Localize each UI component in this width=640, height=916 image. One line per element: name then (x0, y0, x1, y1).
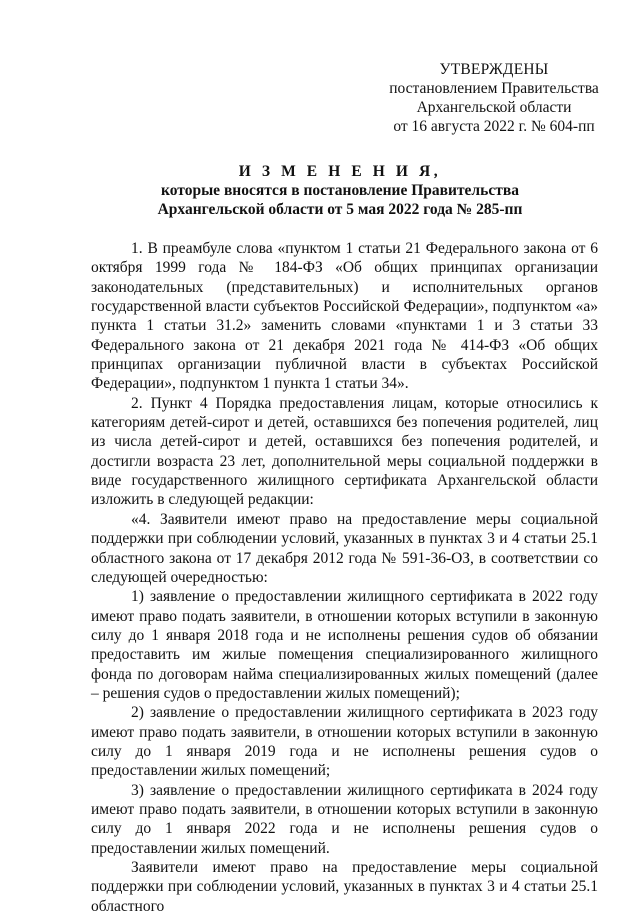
paragraph-preamble: 1. В преамбуле слова «пунктом 1 статьи 21 Федерального закона от 6 октября 1999 года № 184-ФЗ «Об общих принципах организации законодательных (представительных) и исполнительных органов государственной власти субъектов Российской Федерации», подпунктом «а» пункта 1 статьи 31.2» заменить словами «пунктами 1 и 3 статьи 33 Федерального закона от 21 декабря 2021 года № 414-ФЗ «Об общих принципах организации публичной власти в субъектах Российской Федерации», подпунктом 1 пункта 1 статьи 34». (91, 240, 598, 393)
heading-title: И З М Е Н Е Н И Я, (238, 163, 442, 180)
paragraph-subitem-2: 2) заявление о предоставлении жилищного сертификата в 2023 году имеют право подать заявители, в отношении которых вступили в законную силу до 1 января 2019 года и не исполнены решения судов о предоставлении жилых помещений; (91, 704, 598, 780)
paragraph-new-clause-4: «4. Заявители имеют право на предоставление меры социальной поддержки при соблюдении условий, указанных в пунктах 3 и 4 статьи 25.1 областного закона от 17 декабря 2012 года № 591-36-ОЗ, в соответствии со следующей очередностью: (91, 510, 598, 586)
approval-stamp (380, 60, 608, 136)
paragraph-subitem-1: 1) заявление о предоставлении жилищного сертификата в 2022 году имеют право подать заявители, в отношении которых вступили в законную силу до 1 января 2018 года и не исполнены решения судов об обязании предоставить им жилые помещения специализированного жилищного фонда по договорам найма специализированных жилых помещений (далее – решения судов о предоставлении жилых помещений); (91, 588, 598, 702)
approval-title: УТВЕРЖДЕНЫ (439, 61, 549, 78)
heading-subtitle-1: которые вносятся в постановление Правительства (161, 182, 519, 199)
heading-subtitle-2: Архангельской области от 5 мая 2022 года № 285-пп (157, 201, 523, 218)
paragraph-subitem-3: 3) заявление о предоставлении жилищного сертификата в 2024 году имеют право подать заявители, в отношении которых вступили в законную силу до 1 января 2022 года и не исполнены решения судов о предоставлении жилых помещений. (91, 781, 598, 857)
approval-line-3: от 16 августа 2022 г. № 604-пп (393, 118, 595, 135)
approval-line-1: постановлением Правительства (389, 80, 599, 97)
paragraph-applicants: Заявители имеют право на предоставление меры социальной поддержки при соблюдении условий, указанных в пунктах 3 и 4 статьи 25.1 областного (91, 859, 598, 915)
document-body (91, 239, 598, 916)
paragraph-item-2: 2. Пункт 4 Порядка предоставления лицам, которые относились к категориям детей-сирот и детей, оставшихся без попечения родителей, лиц из числа детей-сирот и детей, оставшихся без попечения родителей, и достигли возраста 23 лет, дополнительной меры социальной поддержки в виде государственного жилищного сертификата Архангельской области изложить в следующей редакции: (91, 394, 598, 509)
document-heading (60, 162, 620, 219)
approval-line-2: Архангельской области (416, 99, 572, 116)
